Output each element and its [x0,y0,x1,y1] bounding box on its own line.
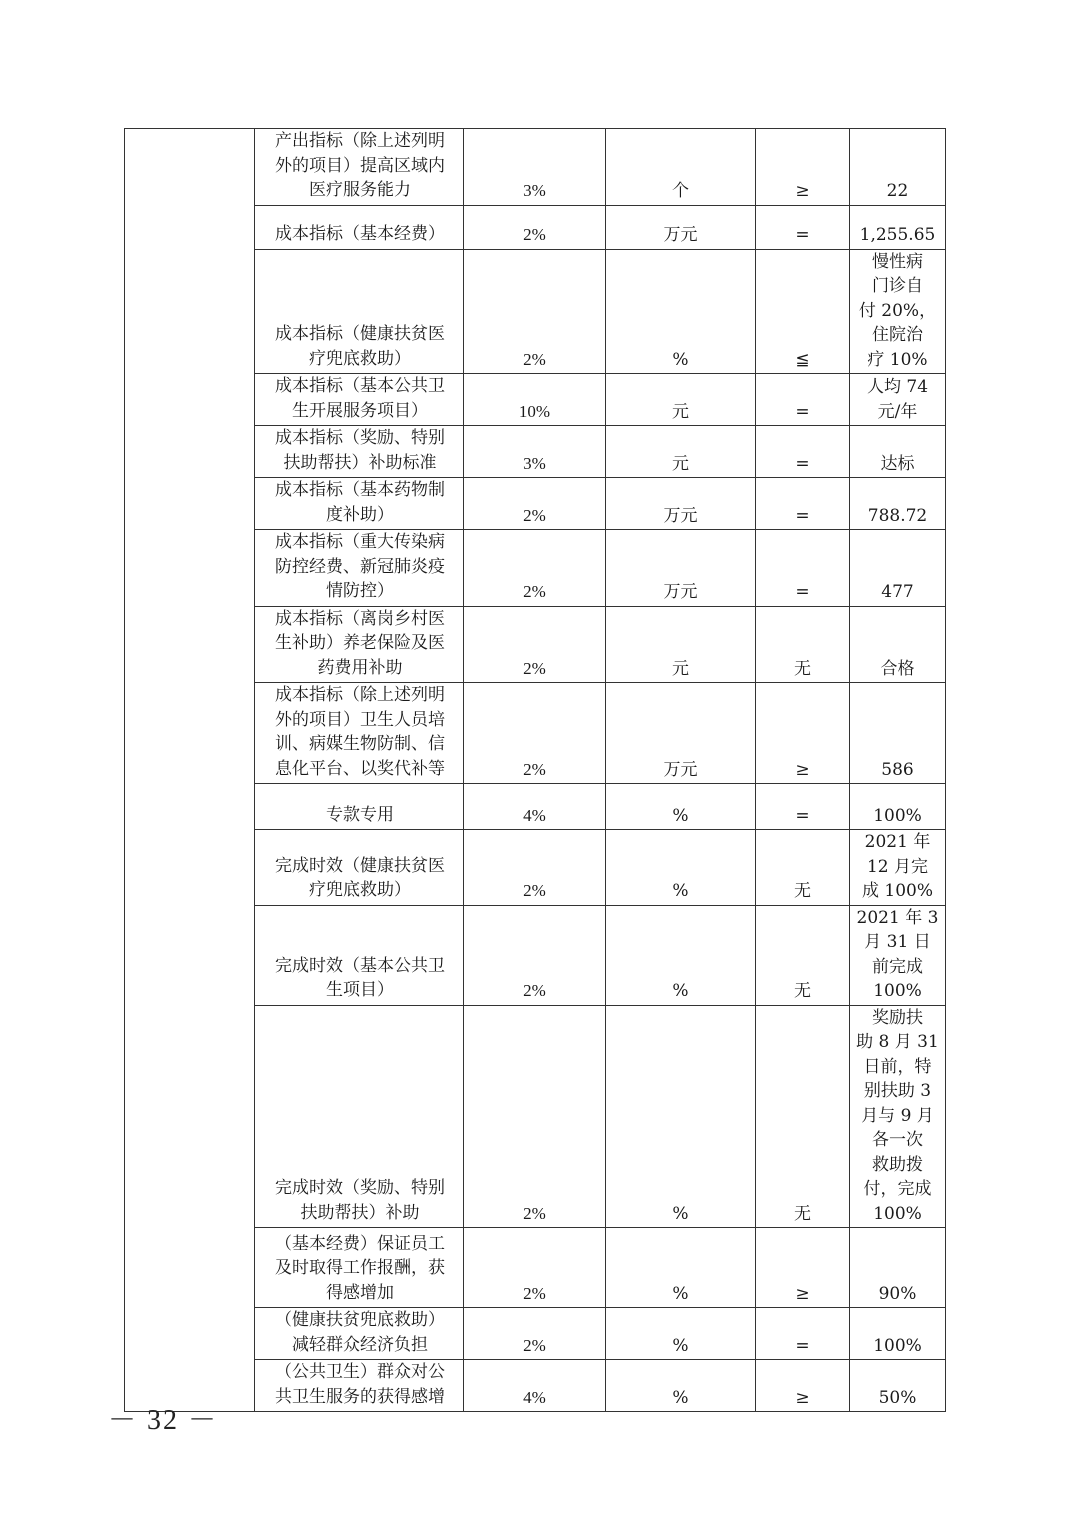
weight-cell: 2% [464,1228,606,1308]
indicator-cell [255,1228,464,1308]
indicator-line: 完成时效（健康扶贫医 [275,855,445,876]
indicator-line: 生项目） [326,980,394,1000]
target-line: 90% [878,1283,917,1304]
indicator-line: 成本指标（重大传染病 [275,532,445,552]
operator-cell: = [756,478,850,530]
indicator-cell [255,374,464,426]
indicator-line: （公共卫生）群众对公 [275,1362,445,1382]
indicator-line: 共卫生服务的获得感增 [275,1386,445,1407]
target-line: 100% [873,805,922,826]
weight-cell: 10% [464,374,606,426]
indicator-cell [255,784,464,830]
target-line: 助 8 月 31 [856,1032,939,1052]
target-cell [850,606,946,683]
indicator-line: 外的项目）提高区域内 [275,155,445,176]
target-line: 付，完成 [863,1179,932,1199]
target-line: 2021 年 3 [856,907,939,928]
target-line: 疗 10% [867,349,928,370]
indicator-line: 医疗服务能力 [309,180,411,200]
target-cell [850,1308,946,1360]
table-row [125,129,946,206]
target-cell [850,905,946,1005]
unit-cell: % [606,1360,756,1412]
indicator-cell [255,606,464,683]
unit-cell: 万元 [606,530,756,607]
unit-cell: 万元 [606,683,756,784]
indicator-cell [255,1005,464,1228]
indicator-line: 专款专用 [326,804,394,825]
target-line: 各一次 [872,1130,923,1150]
indicator-line: 疗兜底救助） [309,348,411,369]
target-cell [850,830,946,906]
weight-cell: 2% [464,905,606,1005]
indicator-line: 完成时效（基本公共卫 [275,955,445,976]
target-cell [850,1228,946,1308]
weight-cell: 4% [464,1360,606,1412]
operator-cell: ≥ [756,129,850,206]
target-line: 付 20%， [858,300,937,321]
target-line: 前完成 [872,956,923,977]
indicator-line: 度补助） [326,504,394,525]
operator-cell: ≥ [756,1228,850,1308]
target-line: 2021 年 [864,832,931,852]
indicator-line: 减轻群众经济负担 [292,1334,428,1355]
target-cell [850,374,946,426]
target-line: 12 月完 [866,856,929,877]
indicator-cell [255,530,464,607]
indicator-line: 成本指标（基本经费） [275,224,445,244]
indicator-line: 防控经费、新冠肺炎疫 [275,556,445,577]
indicator-cell [255,1360,464,1412]
indicator-cell [255,1308,464,1360]
weight-cell: 2% [464,249,606,374]
operator-cell: ≥ [756,1360,850,1412]
weight-cell: 2% [464,1308,606,1360]
weight-cell: 2% [464,683,606,784]
target-line: 人均 74 [866,377,929,397]
indicator-cell [255,905,464,1005]
indicator-line: 外的项目）卫生人员培 [275,709,445,730]
weight-cell: 2% [464,205,606,249]
category-cell [125,129,255,1412]
indicator-line: 息化平台、以奖代补等 [275,758,445,779]
unit-cell: % [606,1308,756,1360]
unit-cell: % [606,830,756,906]
target-cell [850,426,946,478]
target-line: 月与 9 月 [861,1105,934,1126]
unit-cell: % [606,1228,756,1308]
indicator-line: 扶助帮扶）补助 [300,1202,420,1223]
target-cell [850,205,946,249]
unit-cell: 元 [606,606,756,683]
target-line: 合格 [880,658,915,679]
unit-cell: 个 [606,129,756,206]
operator-cell: = [756,530,850,607]
target-cell [850,478,946,530]
indicator-line: 疗兜底救助） [309,880,411,900]
target-cell [850,1360,946,1412]
weight-cell: 3% [464,426,606,478]
target-cell [850,784,946,830]
indicator-line: （健康扶贫兜底救助） [275,1310,445,1330]
unit-cell: 万元 [606,478,756,530]
indicator-line: 成本指标（基本公共卫 [275,376,445,396]
unit-cell: 元 [606,374,756,426]
weight-cell: 2% [464,1005,606,1228]
page-number: － 32 － [108,1405,219,1436]
operator-cell: = [756,426,850,478]
indicator-cell [255,205,464,249]
target-line: 奖励扶 [872,1007,923,1028]
target-line: 元/年 [877,401,918,422]
unit-cell: % [606,905,756,1005]
target-cell [850,683,946,784]
indicator-cell [255,129,464,206]
target-line: 住院治 [872,325,923,345]
target-line: 586 [881,759,914,780]
indicator-line: 扶助帮扶）补助标准 [283,452,437,473]
target-cell [850,129,946,206]
operator-cell: 无 [756,606,850,683]
indicator-line: 训、病媒生物防制、信 [275,734,445,754]
target-line: 788.72 [867,505,928,526]
target-line: 救助拨 [872,1154,923,1175]
target-line: 达标 [880,453,915,474]
indicator-cell [255,478,464,530]
indicator-line: 成本指标（奖励、特别 [275,428,445,448]
indicator-cell [255,426,464,478]
unit-cell: 元 [606,426,756,478]
weight-cell: 2% [464,478,606,530]
weight-cell: 4% [464,784,606,830]
indicator-line: 及时取得工作报酬，获 [275,1258,445,1278]
target-cell [850,530,946,607]
operator-cell: 无 [756,830,850,906]
target-line: 门诊自 [872,276,923,296]
target-line: 1,255.65 [859,225,936,245]
operator-cell: = [756,784,850,830]
weight-cell: 2% [464,530,606,607]
indicator-cell [255,830,464,906]
operator-cell: = [756,374,850,426]
indicator-line: 成本指标（基本药物制 [275,480,445,500]
operator-cell: ≥ [756,683,850,784]
indicator-line: 产出指标（除上述列明 [275,131,445,151]
target-line: 100% [873,981,922,1001]
target-line: 日前，特 [863,1056,932,1077]
indicator-line: 药费用补助 [317,657,403,678]
indicator-line: 成本指标（离岗乡村医 [275,608,445,629]
indicator-line: 得感增加 [326,1282,394,1303]
target-cell [850,249,946,374]
unit-cell: % [606,249,756,374]
indicator-line: 成本指标（健康扶贫医 [275,324,445,344]
operator-cell: 无 [756,905,850,1005]
target-line: 成 100% [861,881,933,901]
weight-cell: 2% [464,830,606,906]
indicator-line: 完成时效（奖励、特别 [275,1178,445,1198]
unit-cell: % [606,784,756,830]
table-body [125,129,946,1412]
indicator-table [124,128,946,1412]
weight-cell: 3% [464,129,606,206]
operator-cell: 无 [756,1005,850,1228]
operator-cell: = [756,1308,850,1360]
indicator-line: 生开展服务项目） [292,400,428,421]
indicator-line: 成本指标（除上述列明 [275,685,445,705]
target-line: 100% [873,1335,922,1356]
unit-cell: % [606,1005,756,1228]
indicator-line: 情防控） [326,581,394,601]
target-line: 月 31 日 [864,932,931,952]
unit-cell: 万元 [606,205,756,249]
target-line: 别扶助 3 [863,1081,932,1101]
target-line: 477 [881,582,914,602]
indicator-cell [255,683,464,784]
target-cell [850,1005,946,1228]
indicator-cell [255,249,464,374]
operator-cell: ≦ [756,249,850,374]
operator-cell: = [756,205,850,249]
weight-cell: 2% [464,606,606,683]
indicator-line: 生补助）养老保险及医 [275,633,445,653]
target-line: 慢性病 [872,251,923,272]
target-line: 50% [878,1387,917,1408]
target-line: 100% [873,1203,922,1224]
target-line: 22 [886,181,909,201]
indicator-line: （基本经费）保证员工 [275,1233,445,1254]
